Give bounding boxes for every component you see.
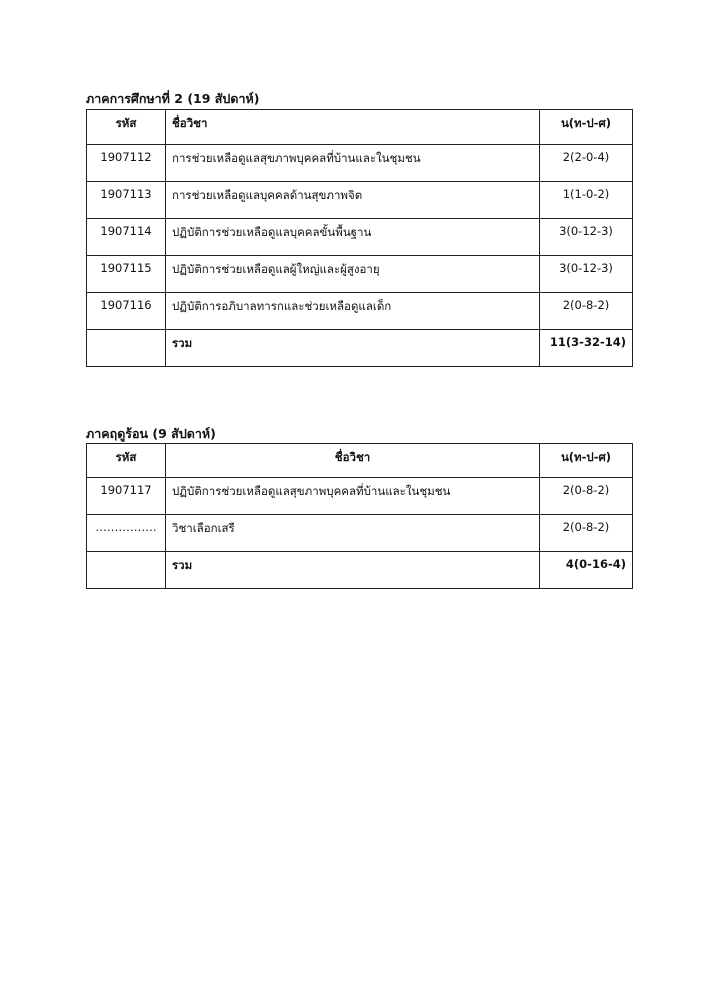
credits-column-header: น(ท-ป-ศ) — [540, 110, 633, 145]
table-header-row — [87, 444, 633, 478]
course-name-column-header: ชื่อวิชา — [166, 444, 540, 478]
course-credits: 2(0-8-2) — [540, 515, 633, 552]
course-credits: 3(0-12-3) — [540, 219, 633, 256]
course-name: การช่วยเหลือดูแลสุขภาพบุคคลที่บ้านและในชุมชน — [166, 145, 540, 182]
course-credits: 2(0-8-2) — [540, 478, 633, 515]
course-credits: 2(0-8-2) — [540, 293, 633, 330]
total-label: รวม — [166, 330, 540, 367]
course-name: ปฏิบัติการช่วยเหลือดูแลผู้ใหญ่และผู้สูงอายุ — [166, 256, 540, 293]
course-name: ปฏิบัติการอภิบาลทารกและช่วยเหลือดูแลเด็ก — [166, 293, 540, 330]
course-name: วิชาเลือกเสรี — [166, 515, 540, 552]
table-row — [87, 219, 633, 256]
total-credits: 11(3-32-14) — [540, 330, 633, 367]
table-row — [87, 293, 633, 330]
course-credits: 1(1-0-2) — [540, 182, 633, 219]
table-row — [87, 478, 633, 515]
course-code: 1907116 — [87, 293, 166, 330]
table-row — [87, 515, 633, 552]
course-code: 1907114 — [87, 219, 166, 256]
table-row — [87, 145, 633, 182]
course-credits: 3(0-12-3) — [540, 256, 633, 293]
semester-2-title: ภาคการศึกษาที่ 2 (19 สัปดาห์) — [86, 91, 260, 106]
total-row — [87, 552, 633, 589]
course-name: ปฏิบัติการช่วยเหลือดูแลสุขภาพบุคคลที่บ้านและในชุมชน — [166, 478, 540, 515]
semester-2-course-table — [86, 109, 633, 367]
table-header-row — [87, 110, 633, 145]
course-name: การช่วยเหลือดูแลบุคคลด้านสุขภาพจิต — [166, 182, 540, 219]
course-code: 1907113 — [87, 182, 166, 219]
course-code: 1907117 — [87, 478, 166, 515]
table-row — [87, 182, 633, 219]
course-code: 1907112 — [87, 145, 166, 182]
course-credits: 2(2-0-4) — [540, 145, 633, 182]
total-label: รวม — [166, 552, 540, 589]
total-code-cell — [87, 552, 166, 589]
total-row — [87, 330, 633, 367]
course-name-column-header: ชื่อวิชา — [166, 110, 540, 145]
total-code-cell — [87, 330, 166, 367]
total-credits: 4(0-16-4) — [540, 552, 633, 589]
code-column-header: รหัส — [87, 444, 166, 478]
course-code: ……………. — [87, 515, 166, 552]
summer-course-table — [86, 443, 633, 589]
course-code: 1907115 — [87, 256, 166, 293]
summer-semester-title: ภาคฤดูร้อน (9 สัปดาห์) — [86, 426, 216, 441]
table-row — [87, 256, 633, 293]
code-column-header: รหัส — [87, 110, 166, 145]
course-name: ปฏิบัติการช่วยเหลือดูแลบุคคลขั้นพื้นฐาน — [166, 219, 540, 256]
credits-column-header: น(ท-ป-ศ) — [540, 444, 633, 478]
